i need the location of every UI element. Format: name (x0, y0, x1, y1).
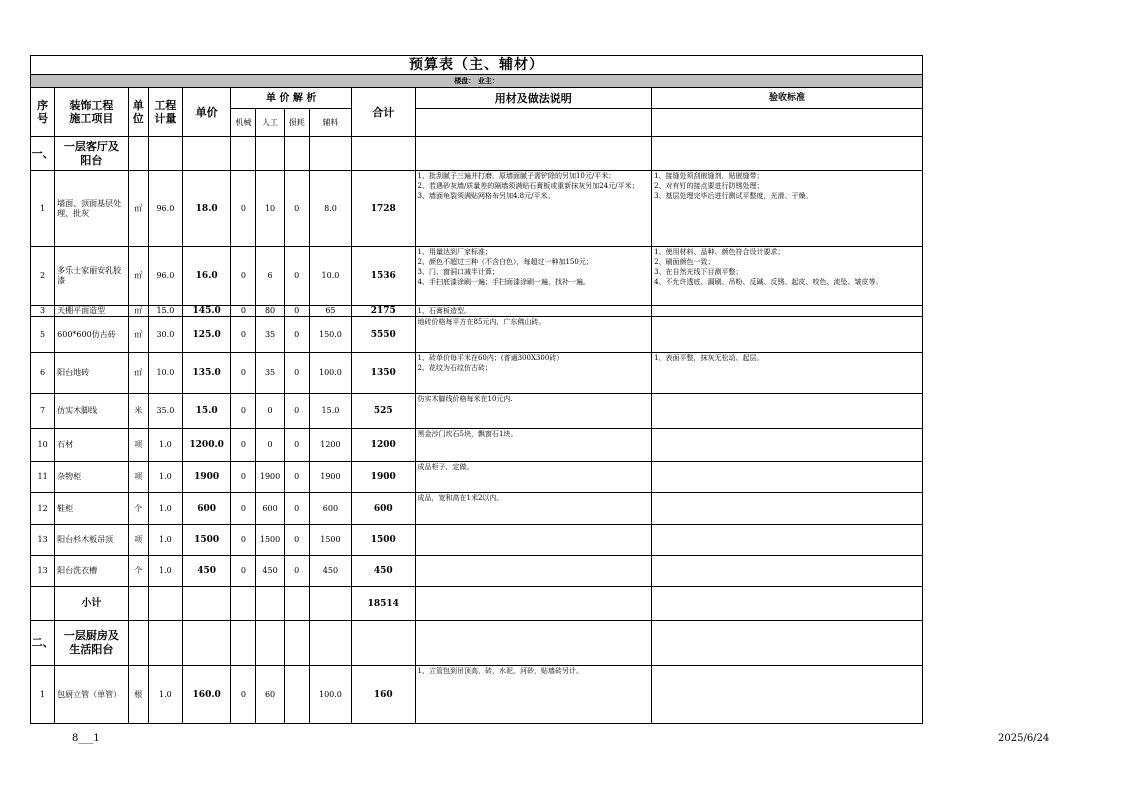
cell-qty: 96.0 (148, 171, 182, 247)
cell-standard (652, 429, 923, 462)
cell-loss: 0 (284, 556, 309, 587)
table-row (31, 394, 923, 429)
cell-unit: 项 (128, 429, 148, 462)
subtotal-label: 小计 (55, 587, 128, 621)
cell-loss: 0 (284, 171, 309, 247)
cell-material: 1、立管包到吊顶高，砖，水泥，河砂，贴墙砖另计。 (415, 666, 652, 724)
cell-total: 525 (352, 394, 415, 429)
cell-price: 135.0 (182, 353, 230, 394)
table-row (31, 353, 923, 394)
header-qty: 工程 计量 (148, 88, 182, 137)
empty-cell (128, 587, 148, 621)
cell-item: 杂物柜 (55, 462, 128, 493)
header-seq: 序 号 (31, 88, 55, 137)
cell-material: 1、砖单价每平米在60内；(普通300X300砖） 2、花纹为石纹仿古砖； (415, 353, 652, 394)
cell-seq: 10 (31, 429, 55, 462)
cell-price: 450 (182, 556, 230, 587)
empty-cell (415, 137, 652, 171)
cell-seq: 7 (31, 394, 55, 429)
cell-item: 天棚平面造型 (55, 306, 128, 317)
cell-machine: 0 (231, 525, 256, 556)
cell-standard: 1、接缝处须刮嵌缝剂，贴嵌缝带； 2、对有钉的接点要进行防锈处理； 3、基层处理完毕后进行测试平整度，光滑、干燥。 (652, 171, 923, 247)
cell-labor: 6 (256, 247, 284, 306)
cell-standard (652, 317, 923, 353)
header-total: 合计 (352, 88, 415, 137)
empty-cell (231, 587, 256, 621)
empty-cell (256, 621, 284, 666)
header-breakdown: 单 价 解 析 (231, 88, 352, 109)
section-row (31, 621, 923, 666)
empty-cell (415, 621, 652, 666)
empty-cell (256, 137, 284, 171)
header-machine: 机械 (231, 109, 256, 137)
header-unit: 单位 (128, 88, 148, 137)
cell-total: 2175 (352, 306, 415, 317)
header-material: 用材及做法说明 (415, 88, 652, 109)
cell-item: 仿实木脚线 (55, 394, 128, 429)
header-loss: 损耗 (284, 109, 309, 137)
cell-seq: 1 (31, 666, 55, 724)
empty-cell (652, 137, 923, 171)
cell-qty: 15.0 (148, 306, 182, 317)
cell-loss: 0 (284, 525, 309, 556)
header-labor: 人工 (256, 109, 284, 137)
section-row (31, 137, 923, 171)
cell-unit: ㎡ (128, 247, 148, 306)
cell-standard (652, 525, 923, 556)
budget-table (30, 55, 923, 724)
cell-unit: ㎡ (128, 317, 148, 353)
cell-standard: 1、表面平整，抹灰无松动、起层。 (652, 353, 923, 394)
cell-loss (284, 666, 309, 724)
cell-aux: 100.0 (309, 666, 351, 724)
header-standard: 验收标准 (652, 88, 923, 109)
cell-total: 1728 (352, 171, 415, 247)
cell-total: 450 (352, 556, 415, 587)
cell-machine: 0 (231, 556, 256, 587)
cell-qty: 1.0 (148, 493, 182, 525)
cell-machine: 0 (231, 306, 256, 317)
cell-material: 成品柜子，定做。 (415, 462, 652, 493)
cell-loss: 0 (284, 317, 309, 353)
cell-aux: 1200 (309, 429, 351, 462)
cell-total: 1500 (352, 525, 415, 556)
table-row (31, 666, 923, 724)
cell-price: 15.0 (182, 394, 230, 429)
cell-loss: 0 (284, 429, 309, 462)
cell-machine: 0 (231, 429, 256, 462)
table-row (31, 247, 923, 306)
cell-material: 成品，宽和高在1米2以内。 (415, 493, 652, 525)
cell-seq: 2 (31, 247, 55, 306)
cell-unit: 项 (128, 525, 148, 556)
cell-aux: 10.0 (309, 247, 351, 306)
cell-standard (652, 394, 923, 429)
cell-total: 1350 (352, 353, 415, 394)
empty-cell (31, 587, 55, 621)
cell-material: 仿实木脚线价格每米在10元内. (415, 394, 652, 429)
footer-date: 2025/6/24 (998, 733, 1050, 744)
empty-cell (415, 587, 652, 621)
table-row (31, 171, 923, 247)
section-name: 一层厨房及 生活阳台 (55, 621, 128, 666)
cell-price: 1500 (182, 525, 230, 556)
subtotal-value: 18514 (352, 587, 415, 621)
header-material-blank (415, 109, 652, 137)
cell-machine: 0 (231, 493, 256, 525)
cell-qty: 1.0 (148, 429, 182, 462)
header-item: 装饰工程 施工项目 (55, 88, 128, 137)
cell-total: 5550 (352, 317, 415, 353)
cell-seq: 13 (31, 525, 55, 556)
cell-standard: 1、使用材料、品种、颜色符合设计要求； 2、刷面颜色一致； 3、在自然光线下目测平整； 4、不允许透底、漏刷、吊粉、反碱、反锈、起皮、咬色、流坠、皱皮等。 (652, 247, 923, 306)
cell-item: 包厨立管（单管） (55, 666, 128, 724)
cell-material (415, 525, 652, 556)
cell-labor: 600 (256, 493, 284, 525)
cell-machine: 0 (231, 353, 256, 394)
cell-aux: 1900 (309, 462, 351, 493)
cell-item: 鞋柜 (55, 493, 128, 525)
empty-cell (128, 621, 148, 666)
cell-machine: 0 (231, 462, 256, 493)
cell-standard (652, 493, 923, 525)
cell-aux: 100.0 (309, 353, 351, 394)
section-name: 一层客厅及 阳台 (55, 137, 128, 171)
cell-qty: 35.0 (148, 394, 182, 429)
cell-qty: 1.0 (148, 556, 182, 587)
cell-item: 阳台地砖 (55, 353, 128, 394)
cell-total: 1900 (352, 462, 415, 493)
cell-unit: 项 (128, 462, 148, 493)
cell-material: 地砖价格每平方在85元内，广东佛山砖。 (415, 317, 652, 353)
cell-machine: 0 (231, 317, 256, 353)
section-number: 二、 (31, 621, 55, 666)
cell-labor: 10 (256, 171, 284, 247)
empty-cell (309, 587, 351, 621)
cell-labor: 1500 (256, 525, 284, 556)
empty-cell (309, 137, 351, 171)
cell-labor: 35 (256, 317, 284, 353)
cell-price: 125.0 (182, 317, 230, 353)
cell-item: 多乐士家丽安乳胶漆 (55, 247, 128, 306)
empty-cell (652, 587, 923, 621)
cell-unit: 个 (128, 556, 148, 587)
cell-seq: 6 (31, 353, 55, 394)
empty-cell (148, 137, 182, 171)
cell-seq: 13 (31, 556, 55, 587)
empty-cell (231, 137, 256, 171)
cell-standard (652, 306, 923, 317)
cell-price: 18.0 (182, 171, 230, 247)
cell-standard (652, 666, 923, 724)
empty-cell (148, 587, 182, 621)
cell-seq: 3 (31, 306, 55, 317)
cell-labor: 0 (256, 429, 284, 462)
empty-cell (182, 621, 230, 666)
empty-cell (652, 621, 923, 666)
cell-price: 16.0 (182, 247, 230, 306)
cell-aux: 450 (309, 556, 351, 587)
cell-aux: 600 (309, 493, 351, 525)
cell-labor: 450 (256, 556, 284, 587)
footer-page: 8___1 (72, 733, 100, 744)
cell-total: 1536 (352, 247, 415, 306)
subtitle-row (31, 75, 923, 88)
table-row (31, 317, 923, 353)
empty-cell (148, 621, 182, 666)
cell-aux: 150.0 (309, 317, 351, 353)
cell-seq: 11 (31, 462, 55, 493)
cell-loss: 0 (284, 394, 309, 429)
cell-unit: 根 (128, 666, 148, 724)
cell-qty: 10.0 (148, 353, 182, 394)
empty-cell (182, 587, 230, 621)
cell-loss: 0 (284, 493, 309, 525)
cell-price: 1900 (182, 462, 230, 493)
cell-aux: 8.0 (309, 171, 351, 247)
cell-material: 1、用量达到厂家标准； 2、颜色不超过三种（不含白色），每超过一种加150元； 3、门、窗洞口减半计算； 4、手扫底漆涂刷一遍；手扫面漆涂刷一遍，找补一遍。 (415, 247, 652, 306)
cell-loss: 0 (284, 247, 309, 306)
empty-cell (309, 621, 351, 666)
cell-qty: 1.0 (148, 666, 182, 724)
cell-unit: 米 (128, 394, 148, 429)
cell-unit: ㎡ (128, 306, 148, 317)
cell-labor: 80 (256, 306, 284, 317)
sheet-subtitle: 楼盘： 业主： (31, 75, 923, 88)
cell-aux: 65 (309, 306, 351, 317)
cell-unit: 个 (128, 493, 148, 525)
cell-price: 1200.0 (182, 429, 230, 462)
cell-machine: 0 (231, 666, 256, 724)
cell-aux: 15.0 (309, 394, 351, 429)
title-row (31, 56, 923, 75)
cell-loss: 0 (284, 306, 309, 317)
cell-item: 阳台洗衣槽 (55, 556, 128, 587)
cell-material: 1、批刮腻子三遍并打磨，原墙面腻子需铲除的另加10元/平米； 2、若遇砂灰墙/质量差的隔墙须满贴石膏板或重新抹灰另加24元/平米； 3、墙面龟裂须满贴网格布另加4.8元/平米。 (415, 171, 652, 247)
sheet-title: 预算表（主、辅材） (31, 56, 923, 75)
cell-labor: 60 (256, 666, 284, 724)
cell-loss: 0 (284, 462, 309, 493)
cell-material: 1、石膏板造型。 (415, 306, 652, 317)
cell-item: 阳台杉木板吊顶 (55, 525, 128, 556)
cell-labor: 0 (256, 394, 284, 429)
cell-standard (652, 462, 923, 493)
cell-labor: 35 (256, 353, 284, 394)
section-number: 一、 (31, 137, 55, 171)
header-standard-blank (652, 109, 923, 137)
empty-cell (284, 587, 309, 621)
cell-unit: ㎡ (128, 353, 148, 394)
table-row (31, 429, 923, 462)
cell-labor: 1900 (256, 462, 284, 493)
cell-qty: 96.0 (148, 247, 182, 306)
cell-standard (652, 556, 923, 587)
empty-cell (128, 137, 148, 171)
empty-cell (256, 587, 284, 621)
cell-price: 160.0 (182, 666, 230, 724)
cell-seq: 12 (31, 493, 55, 525)
empty-cell (352, 137, 415, 171)
cell-material: 黑金沙门坎石5块，飘窗石1块。 (415, 429, 652, 462)
table-row (31, 556, 923, 587)
cell-qty: 1.0 (148, 525, 182, 556)
header-price: 单价 (182, 88, 230, 137)
table-row (31, 525, 923, 556)
empty-cell (284, 621, 309, 666)
empty-cell (352, 621, 415, 666)
cell-qty: 1.0 (148, 462, 182, 493)
header-row-1 (31, 88, 923, 109)
empty-cell (182, 137, 230, 171)
cell-machine: 0 (231, 247, 256, 306)
cell-total: 600 (352, 493, 415, 525)
cell-item: 墙面、顶面基层处理、批灰 (55, 171, 128, 247)
cell-loss: 0 (284, 353, 309, 394)
cell-seq: 5 (31, 317, 55, 353)
cell-machine: 0 (231, 171, 256, 247)
cell-unit: ㎡ (128, 171, 148, 247)
cell-item: 石材 (55, 429, 128, 462)
cell-price: 600 (182, 493, 230, 525)
cell-total: 160 (352, 666, 415, 724)
cell-total: 1200 (352, 429, 415, 462)
cell-material (415, 556, 652, 587)
empty-cell (231, 621, 256, 666)
cell-machine: 0 (231, 394, 256, 429)
table-row (31, 493, 923, 525)
table-row (31, 306, 923, 317)
cell-item: 600*600仿古砖 (55, 317, 128, 353)
empty-cell (284, 137, 309, 171)
cell-aux: 1500 (309, 525, 351, 556)
cell-qty: 30.0 (148, 317, 182, 353)
subtotal-row (31, 587, 923, 621)
header-aux: 辅料 (309, 109, 351, 137)
cell-seq: 1 (31, 171, 55, 247)
table-row (31, 462, 923, 493)
cell-price: 145.0 (182, 306, 230, 317)
